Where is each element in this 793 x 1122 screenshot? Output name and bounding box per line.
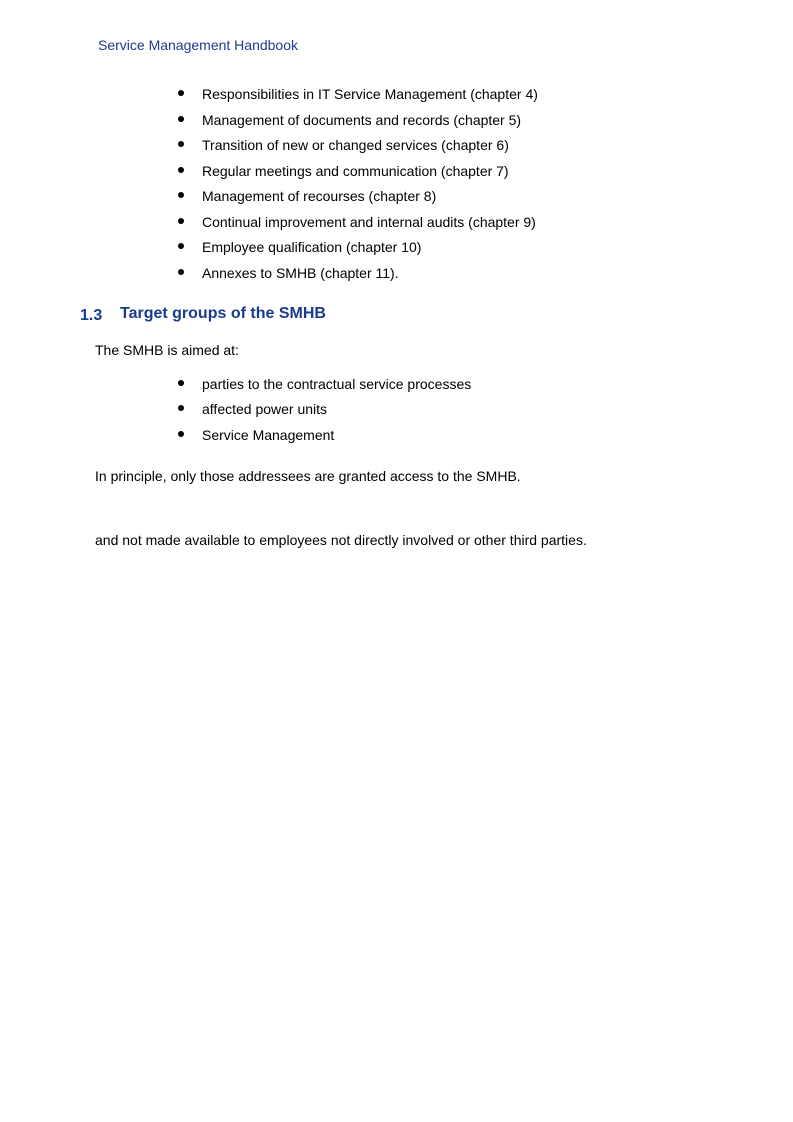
bullet-icon: [178, 243, 184, 249]
list-item-text: affected power units: [202, 401, 328, 417]
list-item-text: Continual improvement and internal audits (chapter 9): [202, 214, 536, 230]
section-title: Target groups of the SMHB: [120, 305, 326, 322]
access-note: In principle, only those addressees are granted access to the SMHB.: [95, 468, 521, 484]
bullet-icon: [178, 431, 184, 437]
list-item-text: Service Management: [202, 427, 335, 443]
bullet-icon: [178, 405, 184, 411]
bullet-icon: [178, 90, 184, 96]
list-item-text: Management of documents and records (chapter 5): [202, 112, 522, 128]
list-item-text: parties to the contractual service processes: [202, 376, 472, 392]
bullet-icon: [178, 192, 184, 198]
list-item-text: Annexes to SMHB (chapter 11).: [202, 265, 399, 281]
running-header: Service Management Handbook: [98, 37, 299, 53]
bullet-icon: [178, 380, 184, 386]
list-item-text: Management of recourses (chapter 8): [202, 188, 437, 204]
closing-note: and not made available to employees not directly involved or other third parties.: [95, 532, 587, 548]
bullet-icon: [178, 269, 184, 275]
list-item-text: Regular meetings and communication (chapter 7): [202, 163, 509, 179]
list-item-text: Employee qualification (chapter 10): [202, 239, 422, 255]
section-number: 1.3: [80, 307, 103, 324]
list-item-text: Responsibilities in IT Service Management (chapter 4): [202, 86, 538, 102]
bullet-icon: [178, 141, 184, 147]
bullet-icon: [178, 167, 184, 173]
list-item-text: Transition of new or changed services (chapter 6): [202, 137, 509, 153]
bullet-icon: [178, 218, 184, 224]
bullet-icon: [178, 116, 184, 122]
section-intro: The SMHB is aimed at:: [95, 342, 239, 358]
